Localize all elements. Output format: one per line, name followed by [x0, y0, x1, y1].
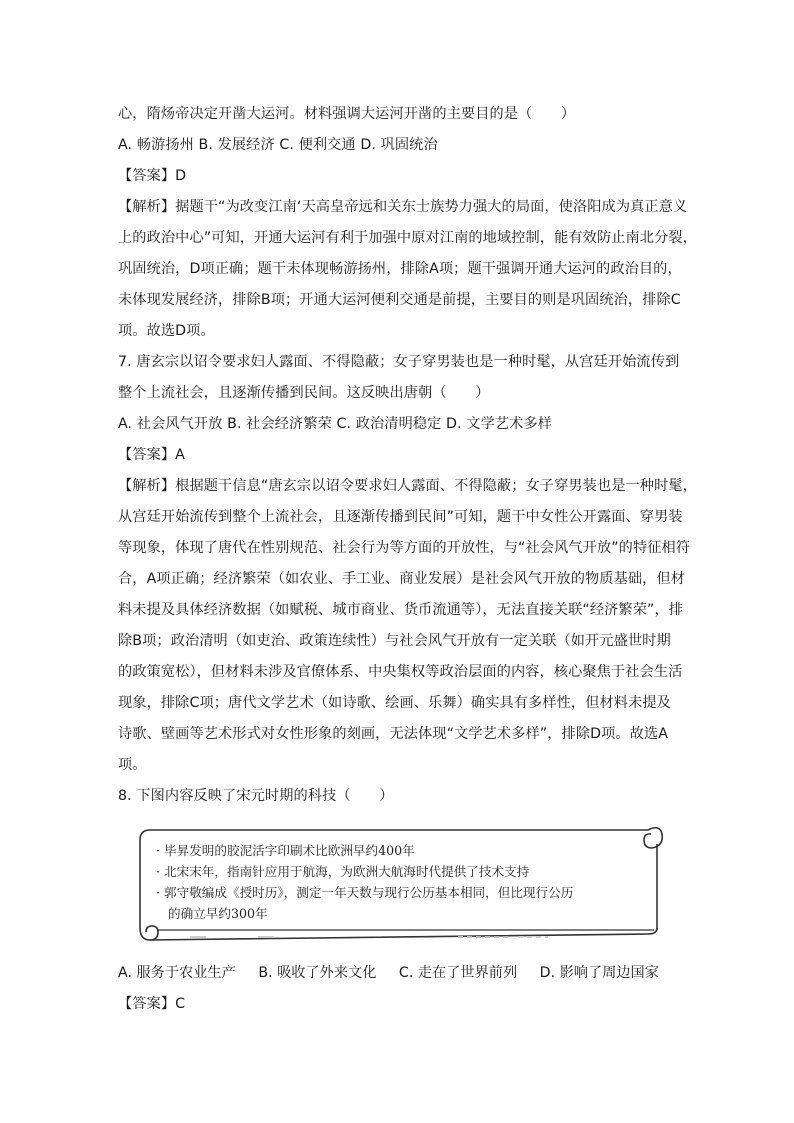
q7-analysis-line-3: 等现象，体现了唐代在性别规范、社会行为等方面的开放性，与“社会风气开放”的特征相符 — [118, 540, 691, 556]
q8-stem: 8. 下图内容反映了宋元时期的科技（ ） — [118, 788, 394, 804]
q7-answer: 【答案】A — [118, 447, 185, 463]
q6-analysis-line-2: 上的政治中心”可知，开通大运河有利于加强中原对江南的地域控制，能有效防止南北分裂， — [118, 230, 697, 246]
q8-option-a: A. 服务于农业生产 — [118, 965, 236, 981]
q6-analysis-line-5: 项。故选D项。 — [118, 323, 215, 339]
q7-analysis-line-4: 合，A项正确；经济繁荣（如农业、手工业、商业发展）是社会风气开放的物质基础，但材 — [118, 571, 686, 587]
scroll-item-calendar-cont: 的确立早约300年 — [168, 906, 268, 921]
q6-analysis-line-3: 巩固统治，D项正确；题干未体现畅游扬州，排除A项；题干强调开通大运河的政治目的， — [118, 261, 682, 277]
q7-analysis-line-1: 【解析】根据题干信息“唐玄宗以诏令要求妇人露面、不得隐蔽；女子穿男装也是一种时髦， — [118, 478, 697, 494]
q7-options: A. 社会风气开放 B. 社会经济繁荣 C. 政治清明稳定 D. 文学艺术多样 — [118, 416, 553, 432]
scroll-figure — [128, 818, 673, 948]
document-body — [118, 99, 697, 1020]
scroll-item-movable-type: · 毕昇发明的胶泥活字印刷术比欧洲早约400年 — [156, 843, 415, 858]
q8-option-c: C. 走在了世界前列 — [398, 965, 518, 981]
q7-analysis-line-6: 除B项；政治清明（如吏治、政策连续性）与社会风气开放有一定关联（如开元盛世时期 — [118, 633, 671, 649]
q7-analysis-line-8: 现象，排除C项；唐代文学艺术（如诗歌、绘画、乐舞）确实具有多样性，但材料未提及 — [118, 695, 671, 711]
scroll-item-compass: · 北宋末年，指南针应用于航海，为欧洲大航海时代提供了技术支持 — [156, 864, 530, 879]
q7-analysis-line-7: 的政策宽松），但材料未涉及官僚体系、中央集权等政治层面的内容，核心聚焦于社会生活 — [118, 664, 683, 680]
scroll-item-calendar: · 郭守敬编成《授时历》，测定一年天数与现行公历基本相同，但比现行公历 — [156, 885, 574, 900]
q8-options — [118, 958, 678, 989]
q8-answer: 【答案】C — [118, 996, 186, 1012]
q6-analysis-line-1: 【解析】据题干“为改变江南‘天高皇帝远和关东士族势力强大的局面，使洛阳成为真正意义 — [118, 199, 688, 215]
q7-analysis-line-10: 项。 — [118, 757, 147, 773]
scroll-text — [156, 840, 636, 924]
q7-analysis-line-9: 诗歌、壁画等艺术形式对女性形象的刻画，无法体现“文学艺术多样”，排除D项。故选A — [118, 726, 669, 742]
q7-stem-line-2: 整个上流社会，且逐渐传播到民间。这反映出唐朝（ ） — [118, 385, 490, 401]
q7-analysis-line-5: 料未提及具体经济数据（如赋税、城市商业、货币流通等），无法直接关联“经济繁荣”，排 — [118, 602, 684, 618]
q7-stem-line-1: 7. 唐玄宗以诏令要求妇人露面、不得隐蔽；女子穿男装也是一种时髦，从宫廷开始流传到 — [118, 354, 680, 370]
q6-options: A. 畅游扬州 B. 发展经济 C. 便利交通 D. 巩固统治 — [118, 137, 438, 153]
q6-answer: 【答案】D — [118, 168, 187, 184]
q8-option-d: D. 影响了周边国家 — [539, 965, 659, 981]
q7-analysis-line-2: 从宫廷开始流传到整个上流社会，且逐渐传播到民间”可知，题干中女性公开露面、穿男装 — [118, 509, 683, 525]
q8-option-b: B. 吸收了外来文化 — [258, 965, 377, 981]
q6-stem-tail: 心，隋炀帝决定开凿大运河。材料强调大运河开凿的主要目的是（ ） — [118, 106, 576, 122]
q6-analysis-line-4: 未体现发展经济，排除B项；开通大运河便利交通是前提，主要目的则是巩固统治，排除C — [118, 292, 681, 308]
